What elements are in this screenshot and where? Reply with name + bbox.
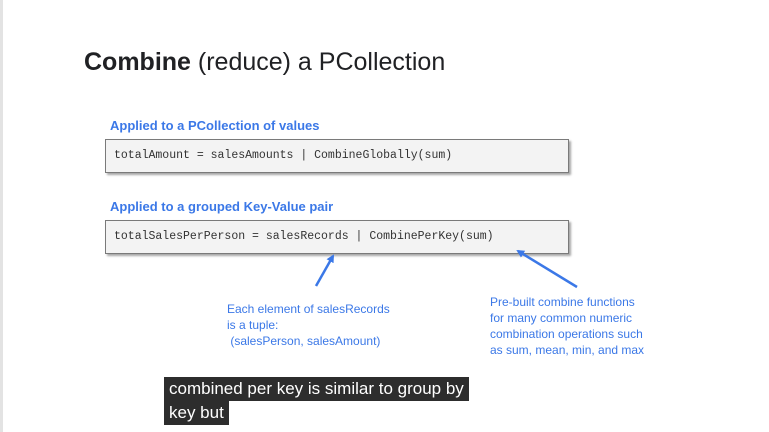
arrow-to-sales-records: [316, 256, 333, 286]
arrow-to-combine-per-key: [518, 251, 577, 287]
slide-title-rest: (reduce) a PCollection: [190, 48, 446, 76]
section-label-key-value: Applied to a grouped Key-Value pair: [110, 199, 334, 214]
code-box-combine-per-key: totalSalesPerPerson = salesRecords | CombinePerKey(sum): [105, 220, 569, 254]
section-label-values: Applied to a PCollection of values: [110, 118, 320, 133]
video-caption: [164, 377, 469, 425]
note-sales-records-tuple: Each element of salesRecords is a tuple: (salesPerson, salesAmount): [227, 302, 390, 348]
slide-title-bold: Combine: [84, 48, 191, 76]
caption-line-2: key but: [164, 401, 229, 425]
note-prebuilt-combine-functions: Pre-built combine functions for many common numeric combination operations such as sum, mean, min, and max: [490, 295, 645, 357]
caption-line-1: combined per key is similar to group by: [164, 377, 469, 401]
code-box-combine-globally: totalAmount = salesAmounts | CombineGlobally(sum): [105, 139, 569, 173]
